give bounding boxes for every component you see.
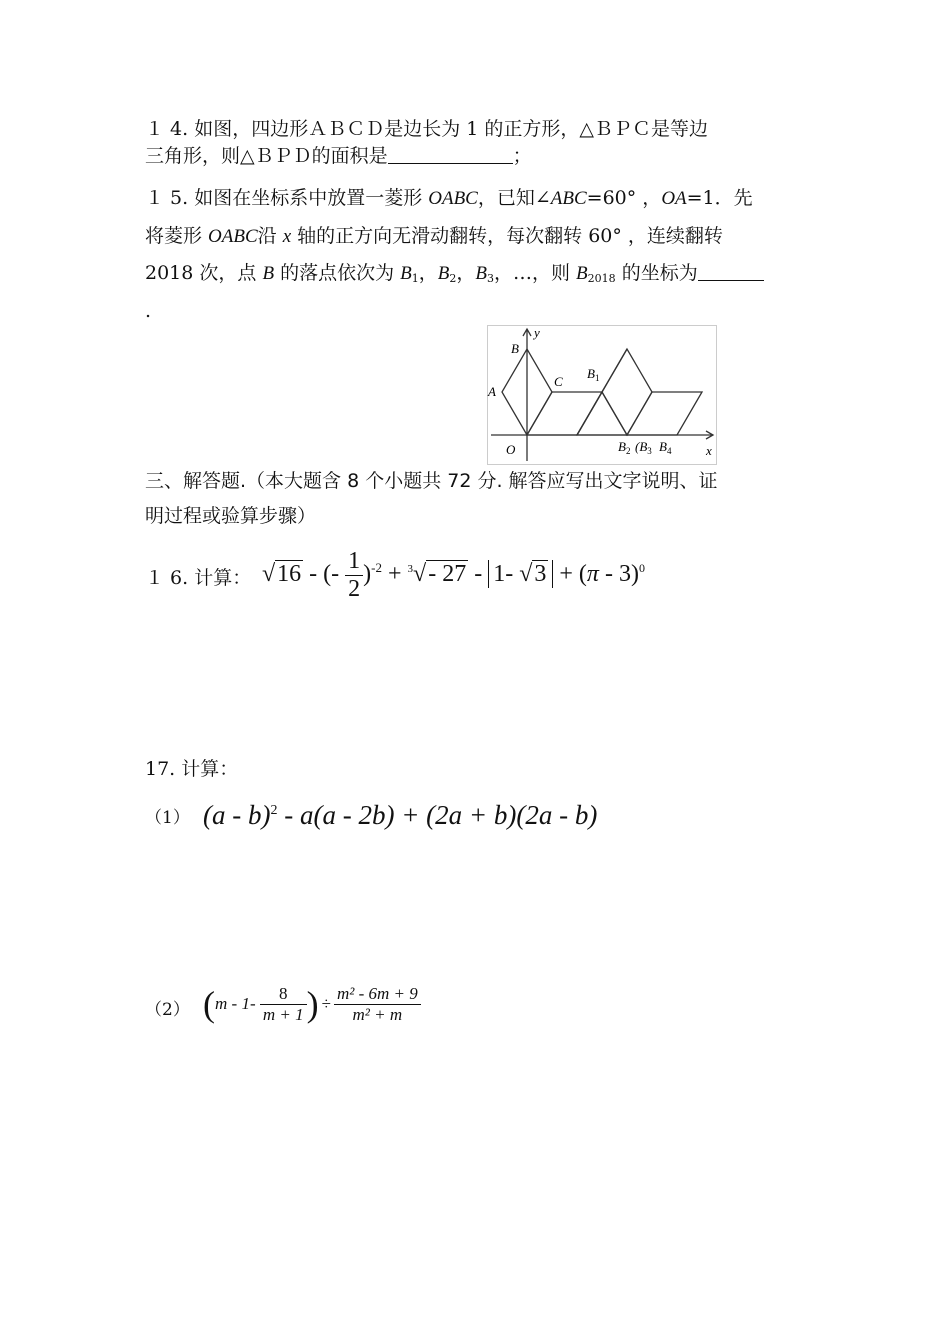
q16-cbrt: - 27: [428, 561, 467, 588]
q15-var: OABC: [208, 226, 258, 247]
sqrt-symbol: √: [262, 561, 276, 588]
q16-op: -: [468, 561, 489, 588]
q17-label: 17. 计算：: [145, 758, 239, 780]
q16-cbrt-index: 3: [407, 563, 414, 576]
q15-var: OA: [661, 188, 687, 209]
q15-var: x: [282, 226, 292, 247]
q16-frac-num: 1: [348, 548, 361, 574]
q15-var: ABC: [550, 188, 587, 209]
q15-text: 的落点依次为: [274, 262, 401, 284]
q15-sub: 3: [487, 272, 494, 285]
q16-abs-text: 1-: [493, 561, 520, 588]
q16-exp0: 0: [638, 561, 645, 576]
q15-var: B: [475, 263, 487, 284]
label-c: C: [554, 374, 563, 389]
q17-part2-expression: [203, 983, 421, 1025]
q15-var: B: [576, 263, 588, 284]
q15-sub: 2018: [587, 272, 616, 285]
q17-p2-den: m² + m: [334, 1004, 421, 1025]
label-o: O: [506, 442, 516, 457]
triangle-flip: [577, 392, 627, 435]
q14-text: 三角形，则△ＢＰＤ的面积是: [145, 145, 388, 167]
q16-expression: √16 - (- $\frac{1}{2}$ )$^{-2}$ + $^3$√- 27 - 1- √3 + (π - 3)$^0$: [262, 548, 645, 602]
q15-text: 的坐标为: [615, 262, 698, 284]
q17-p2-m: m - 1-: [215, 994, 260, 1013]
q17-p2-div: ÷: [321, 994, 331, 1013]
q14-line1: １ 4. 如图，四边形ＡＢＣＤ是边长为 1 的正方形，△ＢＰＣ是等边: [145, 118, 708, 140]
q14-line2: [145, 145, 532, 168]
rhombus-figure: [487, 325, 717, 465]
rhombus-flip-4: [627, 392, 702, 435]
sqrt-symbol: √: [519, 561, 533, 588]
q17-part1-label: （1）: [145, 808, 190, 828]
label-b3: ($B_3$: [635, 439, 652, 456]
q16-op: + (: [553, 561, 587, 588]
q17-part1-expression: [203, 800, 597, 831]
q15-line3: 2018 次，点 B 的落点依次为 $B_1$，$B_2$，$B_3$，…，则 $B_{2018}$ 的坐标为: [145, 262, 764, 286]
section3-line1: 三、解答题.（本大题含 8 个小题共 72 分. 解答应写出文字说明、证: [145, 470, 718, 492]
left-paren: (: [203, 984, 215, 1024]
q15-text: 将菱形: [145, 225, 209, 247]
figure-border: [488, 326, 717, 465]
q17-p1-expr: (a - b): [203, 800, 271, 830]
q15-text: ，已知∠: [477, 187, 551, 209]
q16-sqrt3: 3: [534, 561, 547, 588]
q15-line1: [145, 187, 753, 211]
q15-var: B: [437, 263, 450, 284]
q16-label: １ 6. 计算：: [145, 567, 252, 589]
rhombus-flip-1: [527, 392, 602, 435]
q15-text: =1．先: [686, 187, 753, 209]
q14-end: ；: [512, 145, 532, 167]
q16-frac-den: 2: [345, 575, 363, 603]
q15-var: OABC: [428, 188, 478, 209]
label-b: B: [511, 341, 519, 356]
q16-fraction: [345, 548, 363, 603]
q16-abs: [488, 560, 553, 588]
label-x: x: [706, 443, 712, 458]
q16-tail: - 3): [598, 561, 639, 588]
q15-text: 2018 次，点: [145, 262, 263, 284]
q15-text: =60° ，: [586, 187, 662, 209]
label-a: A: [488, 384, 496, 399]
q14-answer-blank: [388, 145, 513, 164]
q15-text: ，…，则: [494, 262, 577, 284]
label-b1: $B_1$: [587, 366, 600, 383]
q15-sub: 2: [449, 272, 457, 285]
q16-exp: -2: [371, 560, 382, 576]
label-y: y: [534, 325, 540, 340]
q15-line2: [145, 225, 723, 249]
q16-sqrt16: 16: [277, 561, 302, 588]
q17-p1-exp: 2: [270, 803, 278, 818]
q15-sub: 1: [411, 272, 419, 285]
q17-part2-label: （2）: [145, 1000, 190, 1020]
label-b4: $B_4$: [659, 439, 672, 456]
rhombus-flip-3: [602, 349, 652, 435]
q17-p2-fnum: 8: [278, 983, 288, 1003]
q15-text: 轴的正方向无滑动翻转，每次翻转 60° ，连续翻转: [291, 225, 723, 247]
q16-op: - (-: [303, 561, 346, 588]
label-b2: $B_2$: [618, 439, 631, 456]
q17-p2-fden: m + 1: [260, 1004, 307, 1025]
q15-var: B: [262, 263, 275, 284]
right-paren: ): [306, 984, 319, 1024]
q17-p1-rest: - a(a - 2b) + (2a + b)(2a - b): [277, 800, 598, 830]
q15-text: 沿: [257, 225, 283, 247]
q15-var: B: [400, 263, 412, 284]
section3-line2: 明过程或验算步骤）: [145, 505, 317, 527]
q15-answer-blank: [698, 262, 764, 281]
q17-p2-num: m² - 6m + 9: [336, 983, 418, 1003]
q15-line4: .: [145, 300, 152, 322]
q17-p2-frac2: [334, 984, 421, 1025]
q17-p2-frac: [260, 984, 307, 1025]
q16-pi: π: [586, 561, 599, 588]
cbrt-symbol: √: [413, 561, 427, 588]
q15-text: １ 5. 如图在坐标系中放置一菱形: [145, 187, 429, 209]
q16-op: +: [382, 561, 408, 588]
